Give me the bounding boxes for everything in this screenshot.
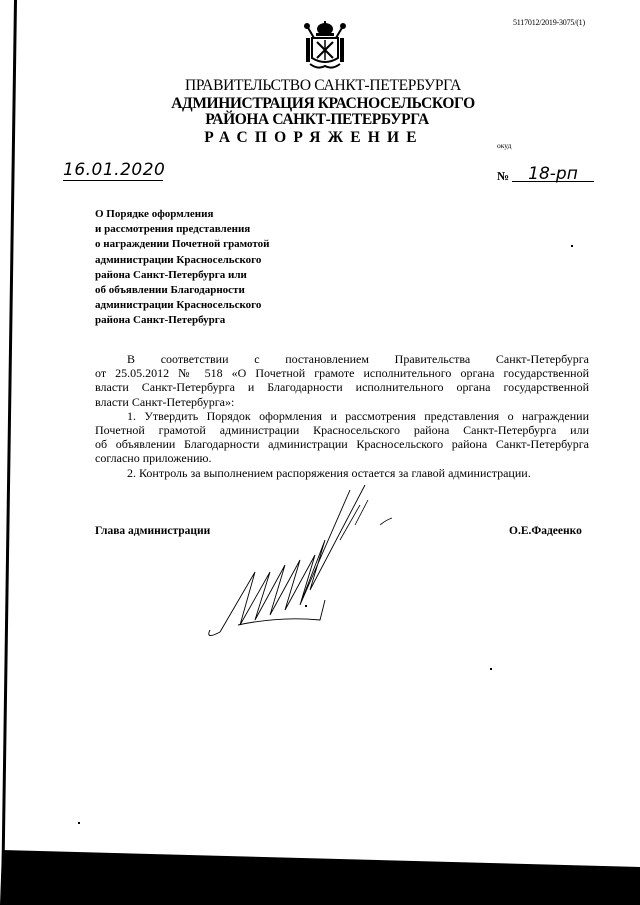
handwritten-order-number: 18-рп [512, 168, 594, 182]
body-line: власти Санкт-Петербурга»: [95, 394, 235, 409]
subject-line: об объявлении Благодарности [95, 284, 245, 297]
scan-speck [78, 822, 80, 824]
scan-bottom-bar [0, 840, 640, 905]
document-registration-number: 5117012/2019-3075/(1) [513, 18, 585, 27]
okud-label: окуд [497, 141, 512, 150]
body-line: Почетной грамотой администрации Красносельского района Санкт-Петербурга или [95, 423, 589, 438]
handwritten-date: 16.01.2020 [63, 160, 166, 180]
order-body [95, 352, 589, 480]
header-administration-line1: АДМИНИСТРАЦИЯ КРАСНОСЕЛЬСКОГО [171, 95, 475, 112]
subject-line: района Санкт-Петербурга [95, 314, 226, 327]
body-line: 1. Утвердить Порядок оформления и рассмотрения представления о награждении [127, 408, 589, 423]
subject-line: и рассмотрения представления [95, 223, 251, 236]
scan-speck [490, 668, 492, 670]
signatory-name: О.Е.Фадеенко [509, 525, 582, 537]
header-administration-line2: РАЙОНА САНКТ-ПЕТЕРБУРГА [205, 111, 429, 128]
body-line: В соответствии с постановлением Правительства Санкт-Петербурга [127, 352, 589, 366]
order-subject [95, 207, 335, 329]
subject-line: района Санкт-Петербурга или [95, 268, 247, 281]
document-type-title: РАСПОРЯЖЕНИЕ [204, 129, 424, 146]
body-line: 2. Контроль за выполнением распоряжения остается за главой администрации. [127, 465, 531, 480]
subject-line: администрации Красносельского [95, 299, 262, 312]
subject-line: О Порядке оформления [95, 208, 214, 220]
preamble-paragraph [95, 352, 589, 409]
header-government: ПРАВИТЕЛЬСТВО САНКТ-ПЕТЕРБУРГА [184, 77, 462, 94]
scan-speck [305, 605, 307, 607]
coat-of-arms-icon [300, 20, 350, 72]
number-label: № [497, 169, 510, 183]
body-line: от 25.05.2012 № 518 «О Почетной грамоте исполнительного органа государственной [95, 366, 589, 381]
item-1-paragraph [95, 409, 589, 466]
item-2-paragraph [95, 466, 589, 480]
body-line: об объявлении Благодарности администрации Красносельского района Санкт-Петербурга [95, 437, 589, 452]
signatory-title: Глава администрации [95, 525, 211, 537]
body-line: власти Санкт-Петербурга и Благодарности исполнительного органа государственной [95, 380, 589, 395]
handwritten-signature [200, 480, 430, 660]
scan-speck [571, 245, 573, 247]
body-line: согласно приложению. [95, 451, 212, 466]
subject-line: о награждении Почетной грамотой [95, 238, 270, 251]
subject-line: администрации Красносельского [95, 253, 262, 266]
